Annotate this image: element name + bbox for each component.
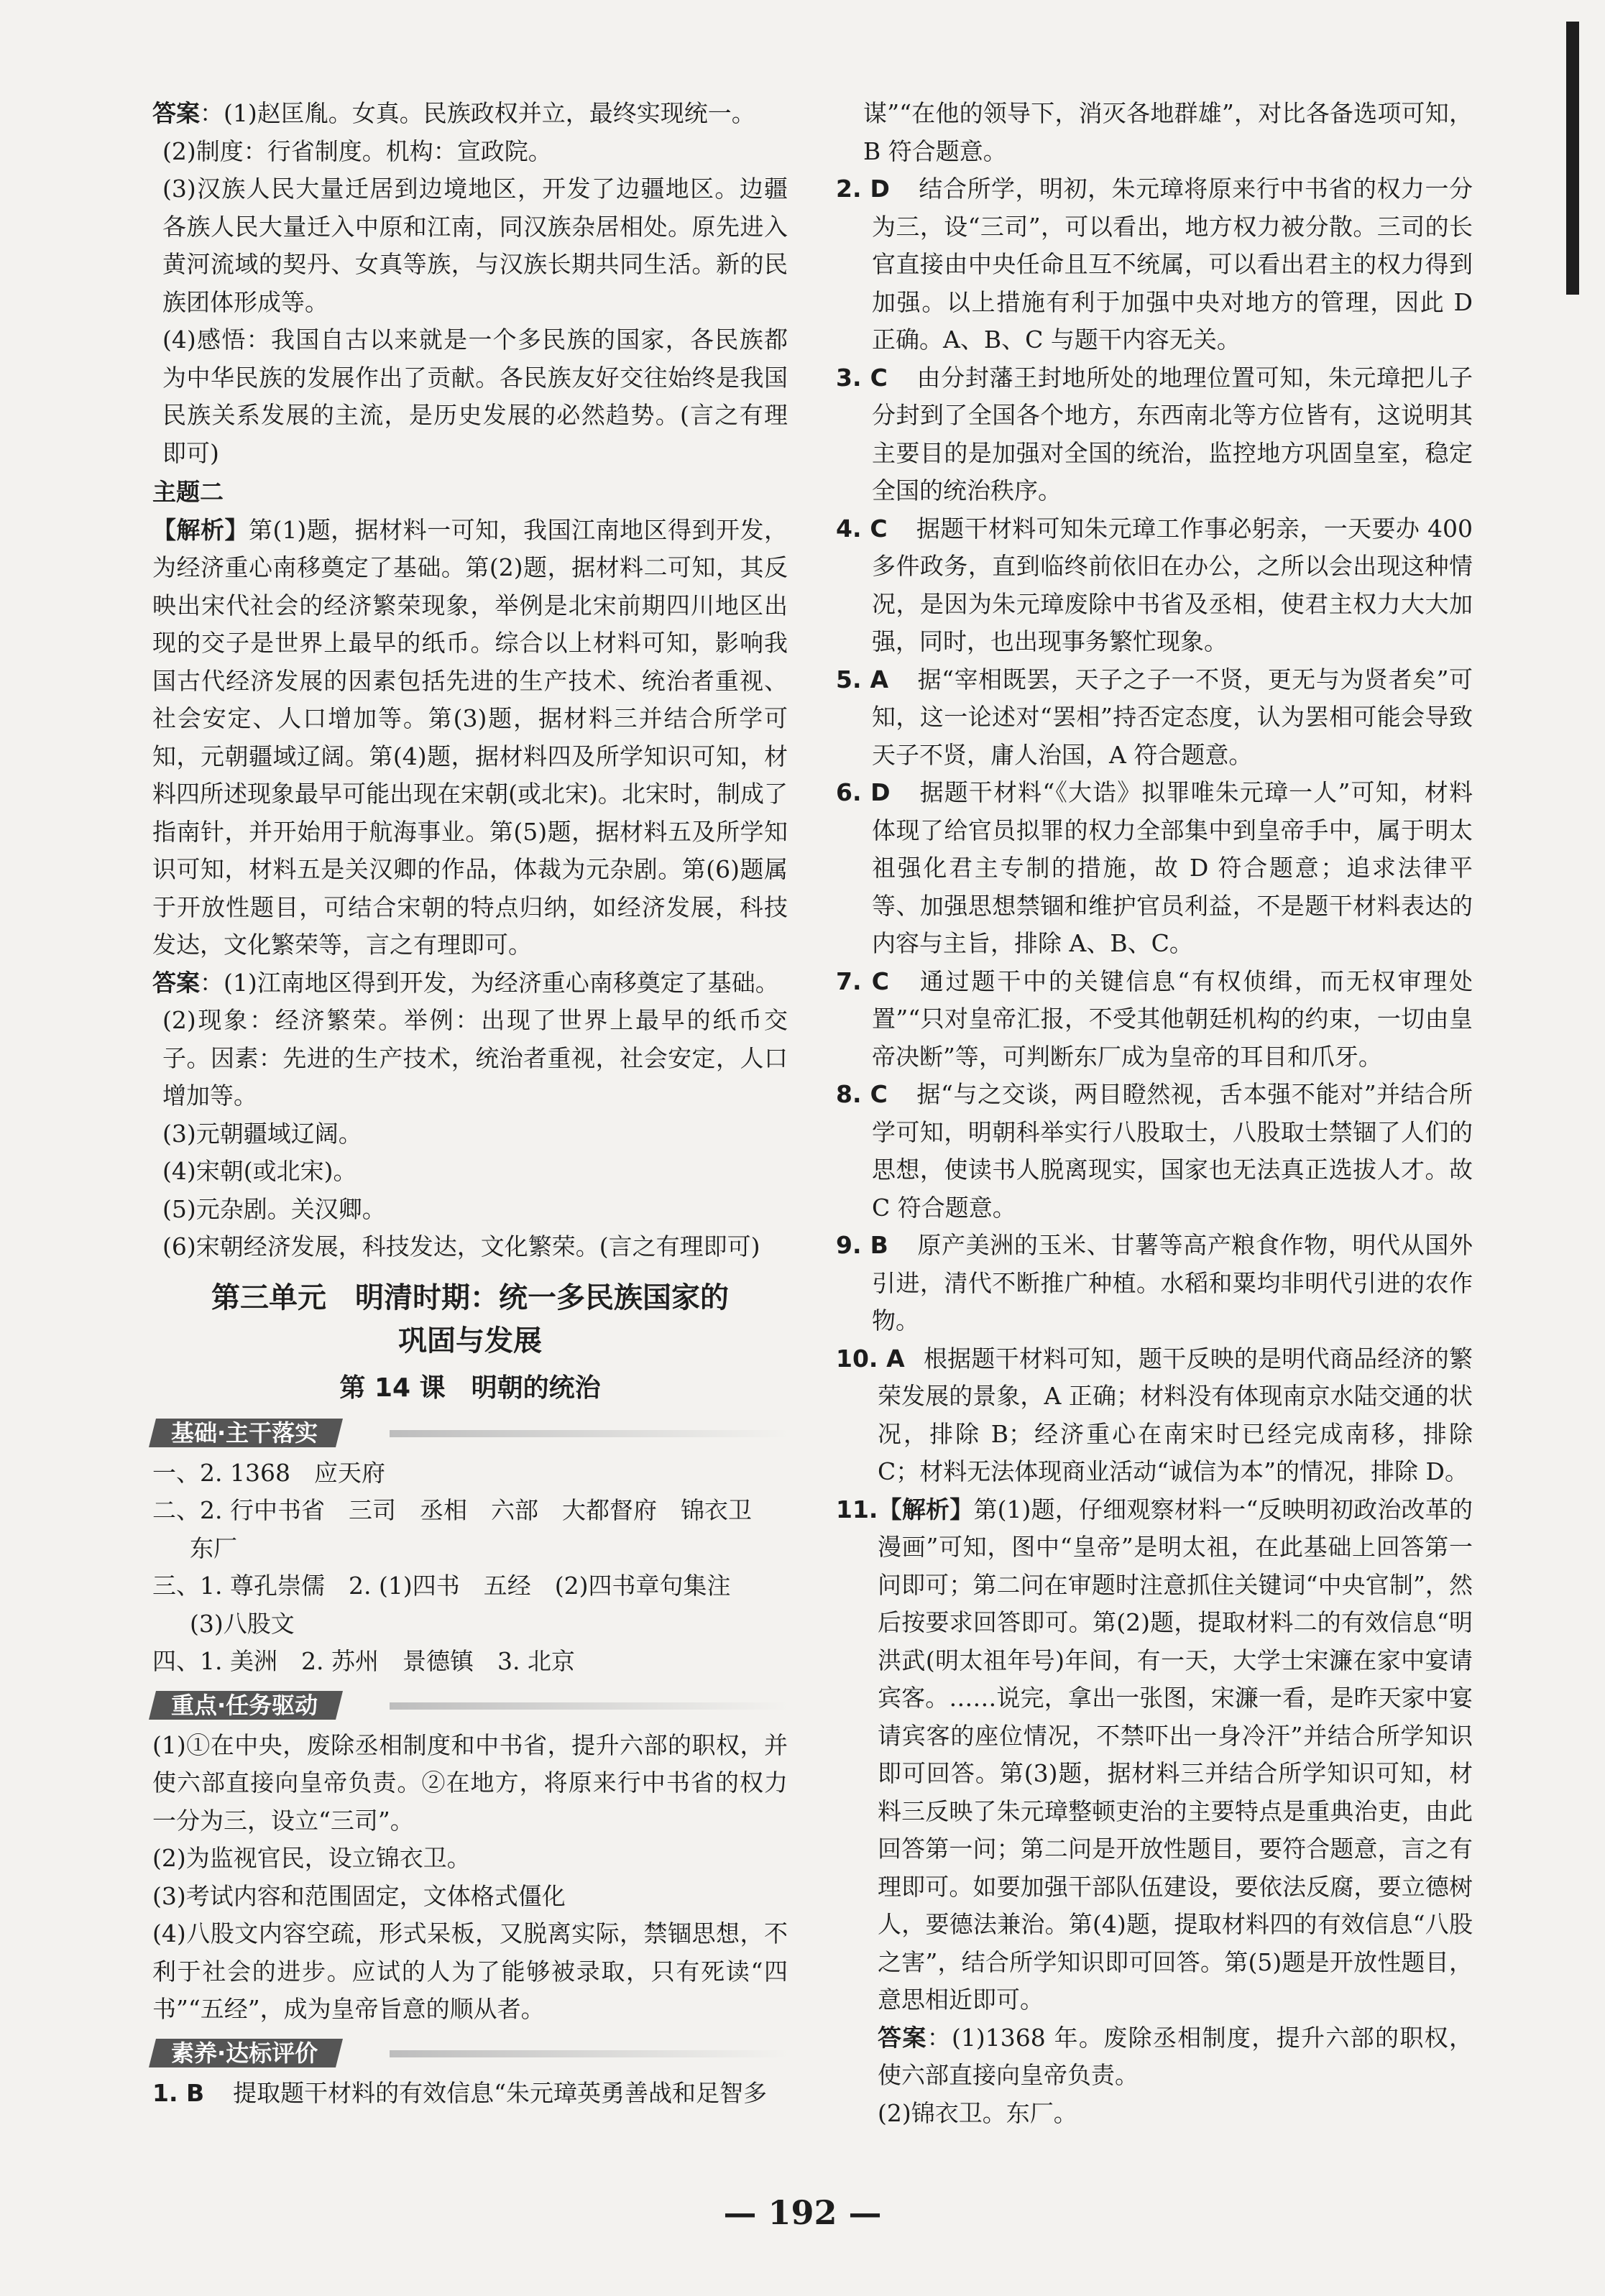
answer-1-part2: (2)制度：行省制度。机构：宣政院。 <box>162 137 552 165</box>
banner-evaluation-label: 素养·达标评价 <box>171 2039 318 2067</box>
answer-1-part4: (4)感悟：我国自古以来就是一个多民族的国家，各民族都为中华民族的发展作出了贡献。各民族友好交往始终是我国民族关系发展的主流，是历史发展的必然趋势。(言之有理即可) <box>162 326 788 467</box>
unit-title-line1: 第三单元 明清时期：统一多民族国家的 <box>211 1281 729 1314</box>
key-point-4: (4)八股文内容空疏，形式呆板，又脱离实际，禁锢思想，不利于社会的进步。应试的人为了能够被录取，只有死读“四书”“五经”，成为皇帝旨意的顺从者。 <box>152 1919 788 2023</box>
question-2: 2. D 结合所学，明初，朱元璋将原来行中书省的权力一分为三，设“三司”，可以看出，地方权力被分散。三司的长官直接由中央任命且互不统属，可以看出君主的权力得到加强。以上措施有利于加强中央对地方的管理，因此 D 正确。A、B、C 与题干内容无关。 <box>836 175 1473 354</box>
page-number: — 192 — <box>723 2193 882 2232</box>
answer-2-part6: (6)宋朝经济发展，科技发达，文化繁荣。(言之有理即可) <box>162 1232 760 1260</box>
basic-line-1: 一、2. 1368 应天府 <box>152 1458 385 1487</box>
basic-line-5: (3)八股文 <box>190 1609 295 1638</box>
section-banner-key <box>152 1688 788 1723</box>
answer-2-part4: (4)宋朝(或北宋)。 <box>162 1157 357 1185</box>
banner-key-label: 重点·任务驱动 <box>171 1691 318 1719</box>
unit-title <box>152 1276 788 1363</box>
edge-scan-bar <box>1566 22 1579 295</box>
basic-line-4: 三、1. 尊孔崇儒 2. (1)四书 五经 (2)四书章句集注 <box>152 1572 731 1600</box>
answer-block-1: 答案：(1)赵匡胤。女真。民族政权并立，最终实现统一。 <box>152 99 755 127</box>
analysis-block: 【解析】第(1)题，据材料一可知，我国江南地区得到开发，为经济重心南移奠定了基础。第(2)题，据材料二可知，其反映出宋代社会的经济繁荣现象，举例是北宋前期四川地区出现的交子是世界上最早的纸币。综合以上材料可知，影响我国古代经济发展的因素包括先进的生产技术、统治者重视、社会安定、人口增加等。第(3)题，据材料三并结合所学可知，元朝疆域辽阔。第(4)题，据材料四及所学知识可知，材料四所述现象最早可能出现在宋朝(或北宋)。北宋时，制成了指南针，并开始用于航海事业。第(5)题，据材料五及所学知识可知，材料五是关汉卿的作品，体裁为元杂剧。第(6)题属于开放性题目，可结合宋朝的特点归纳，如经济发展，科技发达，文化繁荣等，言之有理即可。 <box>152 515 788 959</box>
answer-2-part5: (5)元杂剧。关汉卿。 <box>162 1194 386 1223</box>
banner-basics-label: 基础·主干落实 <box>171 1419 318 1447</box>
question-4: 4. C 据题干材料可知朱元璋工作事必躬亲，一天要办 400 多件政务，直到临终前依旧在办公，之所以会出现这种情况，是因为朱元璋废除中书省及丞相，使君主权力大大加强，同时，也出现事务繁忙现象。 <box>836 514 1473 655</box>
question-11-answer: 答案：(1)1368 年。废除丞相制度，提升六部的职权，使六部直接向皇帝负责。 <box>878 2023 1473 2089</box>
basic-line-3: 东厂 <box>190 1534 237 1562</box>
question-9: 9. B 原产美洲的玉米、甘薯等高产粮食作物，明代从国外引进，清代不断推广种植。水稻和粟均非明代引进的农作物。 <box>836 1231 1473 1334</box>
section-banner-basics <box>152 1416 788 1450</box>
question-1-continued: 谋”“在他的领导下，消灭各地群雄”，对比各备选项可知，B 符合题意。 <box>863 99 1473 165</box>
question-1: 1. B 提取题干材料的有效信息“朱元璋英勇善战和足智多 <box>152 2078 768 2107</box>
answer-block-2: 答案：(1)江南地区得到开发，为经济重心南移奠定了基础。 <box>152 968 779 997</box>
question-5: 5. A 据“宰相既罢，天子之子一不贤，更无与为贤者矣”可知，这一论述对“罢相”持否定态度，认为罢相可能会导致天子不贤，庸人治国，A 符合题意。 <box>836 665 1473 769</box>
basic-line-2: 二、2. 行中书省 三司 丞相 六部 大都督府 锦衣卫 <box>152 1496 752 1524</box>
answer-2-part3: (3)元朝疆域辽阔。 <box>162 1119 362 1148</box>
question-11-answer-2: (2)锦衣卫。东厂。 <box>878 2098 1077 2127</box>
section-banner-evaluation <box>152 2036 788 2070</box>
topic-two-heading: 主题二 <box>152 478 224 506</box>
right-column <box>836 95 1473 2132</box>
question-11: 11.【解析】第(1)题，仔细观察材料一“反映明初政治改革的漫画”可知，图中“皇帝”是明太祖，在此基础上回答第一问即可；第二问在审题时注意抓住关键词“中央官制”，然后按要求回答即可。第(2)题，提取材料二的有效信息“明洪武(明太祖年号)年间，有一天，大学士宋濂在家中宴请宾客。……说完，拿出一张图，宋濂一看，是昨天家中宴请宾客的座位情况，不禁吓出一身冷汗”并结合所学知识即可回答。第(3)题，据材料三并结合所学知识可知，材料三反映了朱元璋整顿吏治的主要特点是重典治吏，由此回答第一问；第二问是开放性题目，要符合题意，言之有理即可。如要加强干部队伍建设，要依法反腐，要立德树人，要德法兼治。第(4)题，提取材料四的有效信息“八股之害”，结合所学知识即可回答。第(5)题是开放性题目，意思相近即可。 <box>836 1495 1473 2014</box>
key-point-1: (1)①在中央，废除丞相制度和中书省，提升六部的职权，并使六部直接向皇帝负责。②在地方，将原来行中书省的权力一分为三，设立“三司”。 <box>152 1730 788 1835</box>
lesson-title: 第 14 课 明朝的统治 <box>339 1373 601 1403</box>
question-3: 3. C 由分封藩王封地所处的地理位置可知，朱元璋把儿子分封到了全国各个地方，东西南北等方位皆有，这说明其主要目的是加强对全国的统治，监控地方巩固皇室，稳定全国的统治秩序。 <box>836 363 1473 504</box>
question-10: 10. A 根据题干材料可知，题干反映的是明代商品经济的繁荣发展的景象，A 正确；材料没有体现南京水陆交通的状况，排除 B；经济重心在南宋时已经完成南移，排除 C；材料无法体现商业活动“诚信为本”的情况，排除 D。 <box>836 1344 1473 1485</box>
question-6: 6. D 据题干材料“《大诰》拟罪唯朱元璋一人”可知，材料体现了给官员拟罪的权力全部集中到皇帝手中，属于明太祖强化君主专制的措施，故 D 符合题意；追求法律平等、加强思想禁锢和维护官员利益，不是题干材料表达的内容与主旨，排除 A、B、C。 <box>836 778 1473 957</box>
question-8: 8. C 据“与之交谈，两目瞪然视，舌本强不能对”并结合所学可知，明朝科举实行八股取士，八股取士禁锢了人们的思想，使读书人脱离现实，国家也无法真正选拔人才。故 C 符合题意。 <box>836 1080 1473 1222</box>
unit-title-line2: 巩固与发展 <box>398 1324 542 1357</box>
answer-2-part2: (2)现象：经济繁荣。举例：出现了世界上最早的纸币交子。因素：先进的生产技术，统治者重视，社会安定，人口增加等。 <box>162 1006 788 1110</box>
basic-line-6: 四、1. 美洲 2. 苏州 景德镇 3. 北京 <box>152 1647 575 1675</box>
key-point-3: (3)考试内容和范围固定，文体格式僵化 <box>152 1881 566 1910</box>
left-column <box>152 95 788 2112</box>
key-point-2: (2)为监视官民，设立锦衣卫。 <box>152 1844 471 1872</box>
answer-1-part3: (3)汉族人民大量迁居到边境地区，开发了边疆地区。边疆各族人民大量迁入中原和江南，同汉族杂居相处。原先进入黄河流域的契丹、女真等族，与汉族长期共同生活。新的民族团体形成等。 <box>162 175 788 316</box>
question-7: 7. C 通过题干中的关键信息“有权侦缉，而无权审理处置”“只对皇帝汇报，不受其他朝廷机构的约束，一切由皇帝决断”等，可判断东厂成为皇帝的耳目和爪牙。 <box>836 967 1473 1071</box>
